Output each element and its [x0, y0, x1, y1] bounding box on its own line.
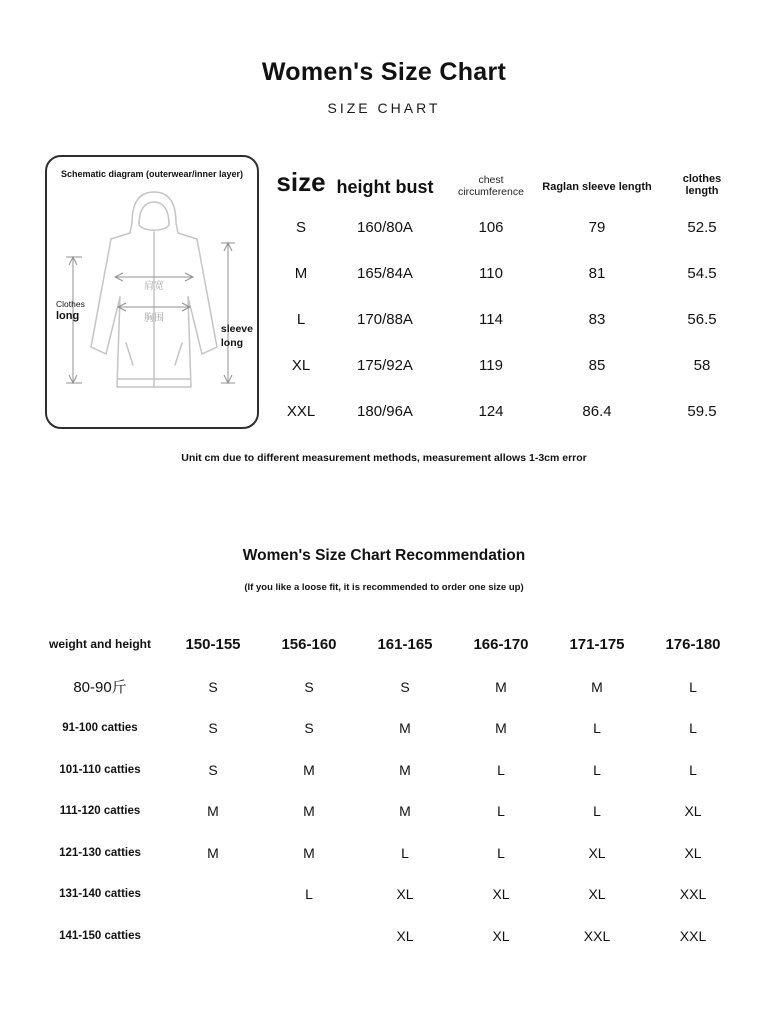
- rec-size-cell: S: [400, 678, 410, 695]
- rec-size-cell: XL: [588, 886, 606, 903]
- col-header-height-bust: [336, 150, 434, 204]
- rec-size-cell: S: [208, 720, 218, 737]
- size-cell: L: [296, 310, 306, 328]
- schematic-diagram-box: [45, 155, 259, 429]
- table-cell: 106: [478, 218, 504, 236]
- chest-circumference-label-cn: 胸围: [144, 313, 164, 324]
- table-cell: 114: [479, 310, 503, 328]
- schematic-caption: Schematic diagram (outerwear/inner layer): [60, 169, 244, 179]
- table-cell: 86.4: [582, 402, 612, 420]
- table-cell: 175/92A: [357, 356, 413, 374]
- table-cell: 56.5: [687, 310, 717, 328]
- table-cell: 59.5: [687, 402, 717, 420]
- rec-size-cell: XL: [396, 927, 414, 944]
- rec-size-cell: M: [495, 678, 507, 695]
- rec-size-cell: M: [495, 720, 507, 737]
- rec-size-cell: L: [689, 761, 697, 778]
- rec-size-cell: L: [593, 803, 601, 820]
- table-cell: 180/96A: [357, 402, 413, 420]
- rec-size-cell: M: [207, 803, 219, 820]
- rec-size-cell: XXL: [679, 886, 707, 903]
- table-cell: 79: [588, 218, 606, 236]
- rec-size-cell: L: [497, 803, 505, 820]
- table-cell: 85: [588, 356, 606, 374]
- rec-size-cell: M: [399, 803, 411, 820]
- rec-row-label: 80-90斤: [73, 679, 127, 697]
- rec-size-cell: M: [303, 844, 315, 861]
- clothes-length-label: [56, 299, 85, 323]
- rec-size-cell: L: [305, 886, 313, 903]
- table-cell: 58: [693, 356, 711, 374]
- rec-row-label: 131-140 catties: [59, 888, 141, 901]
- rec-size-cell: L: [593, 720, 601, 737]
- col-header-raglan-text: Raglan sleeve length: [542, 181, 652, 194]
- table-cell: 119: [479, 356, 503, 374]
- col-header-size: [260, 150, 342, 204]
- rec-row-label: 101-110 catties: [59, 763, 141, 776]
- rec-size-cell: L: [401, 844, 409, 861]
- table-cell: 170/88A: [357, 310, 413, 328]
- table-cell: 124: [478, 402, 504, 420]
- col-header-size-text: size: [276, 167, 326, 198]
- rec-col-header-height-range: 150-155: [185, 635, 241, 653]
- col-header-clothes-line2: length: [685, 185, 719, 198]
- rec-size-cell: XL: [684, 844, 702, 861]
- rec-size-cell: M: [303, 761, 315, 778]
- sleeve-length-label: [221, 323, 253, 350]
- measurement-note: Unit cm due to different measurement methods, measurement allows 1-3cm error: [181, 452, 587, 464]
- clothes-length-label-line2: long: [56, 309, 80, 322]
- rec-size-cell: XL: [396, 886, 414, 903]
- rec-row-label: 111-120 catties: [59, 805, 141, 818]
- rec-row-label: 141-150 catties: [59, 929, 141, 942]
- rec-size-cell: S: [208, 678, 218, 695]
- size-cell: M: [294, 264, 308, 282]
- col-header-clothes-length: [640, 150, 764, 204]
- page-subtitle: SIZE CHART: [327, 100, 441, 116]
- table-cell: 165/84A: [357, 264, 413, 282]
- rec-size-cell: M: [399, 720, 411, 737]
- col-header-clothes-line1: clothes: [682, 172, 722, 185]
- recommendation-table: [35, 622, 741, 957]
- sleeve-length-label-line1: sleeve: [220, 323, 253, 335]
- size-cell: S: [295, 218, 306, 236]
- rec-size-cell: M: [303, 803, 315, 820]
- col-header-chest-circumference: [428, 150, 554, 204]
- rec-size-cell: M: [399, 761, 411, 778]
- rec-size-cell: XL: [684, 803, 702, 820]
- rec-size-cell: L: [497, 761, 505, 778]
- size-table: [260, 150, 764, 434]
- clothes-length-label-line1: Clothes: [56, 299, 85, 309]
- rec-size-cell: XL: [588, 844, 606, 861]
- table-cell: 52.5: [687, 218, 717, 236]
- rec-size-cell: [261, 915, 357, 957]
- rec-size-cell: S: [208, 761, 218, 778]
- rec-size-cell: L: [689, 720, 697, 737]
- rec-size-cell: M: [591, 678, 603, 695]
- rec-size-cell: XL: [492, 927, 510, 944]
- rec-col-header-height-range: 171-175: [569, 635, 625, 653]
- rec-size-cell: XL: [492, 886, 510, 903]
- rec-size-cell: L: [593, 761, 601, 778]
- rec-size-cell: [165, 874, 261, 916]
- rec-row-label: 121-130 catties: [59, 846, 141, 859]
- rec-col-header-height-range: 161-165: [377, 635, 433, 653]
- table-cell: 83: [588, 310, 606, 328]
- size-cell: XXL: [286, 402, 316, 420]
- rec-size-cell: [165, 915, 261, 957]
- table-cell: 160/80A: [357, 218, 413, 236]
- col-header-height-bust-text: height bust: [336, 177, 434, 198]
- table-cell: 54.5: [687, 264, 717, 282]
- sleeve-length-label-line2: long: [220, 336, 244, 349]
- table-cell: 81: [588, 264, 606, 282]
- rec-size-cell: XXL: [679, 927, 707, 944]
- rec-size-cell: S: [304, 678, 314, 695]
- recommendation-title: Women's Size Chart Recommendation: [242, 547, 526, 564]
- size-cell: XL: [291, 356, 311, 374]
- rec-size-cell: S: [304, 720, 314, 737]
- col-header-chest-line1: chest: [478, 173, 504, 186]
- shoulder-width-label-cn: 肩宽: [144, 281, 164, 292]
- page-title: Women's Size Chart: [261, 58, 507, 86]
- rec-size-cell: L: [497, 844, 505, 861]
- rec-col-header-height-range: 176-180: [665, 635, 721, 653]
- rec-col-header-height-range: 156-160: [281, 635, 337, 653]
- col-header-chest-line2: circumference: [458, 185, 524, 198]
- col-header-raglan-sleeve-length: [542, 150, 652, 204]
- rec-row-label: 91-100 catties: [62, 722, 138, 735]
- rec-size-cell: XXL: [583, 927, 611, 944]
- recommendation-subtitle: (If you like a loose fit, it is recommended to order one size up): [244, 582, 524, 593]
- rec-size-cell: M: [207, 844, 219, 861]
- rec-size-cell: L: [689, 678, 697, 695]
- rec-col-header-height-range: 166-170: [473, 635, 529, 653]
- rec-col-header-weight-height: weight and height: [49, 637, 151, 651]
- table-cell: 110: [479, 264, 503, 282]
